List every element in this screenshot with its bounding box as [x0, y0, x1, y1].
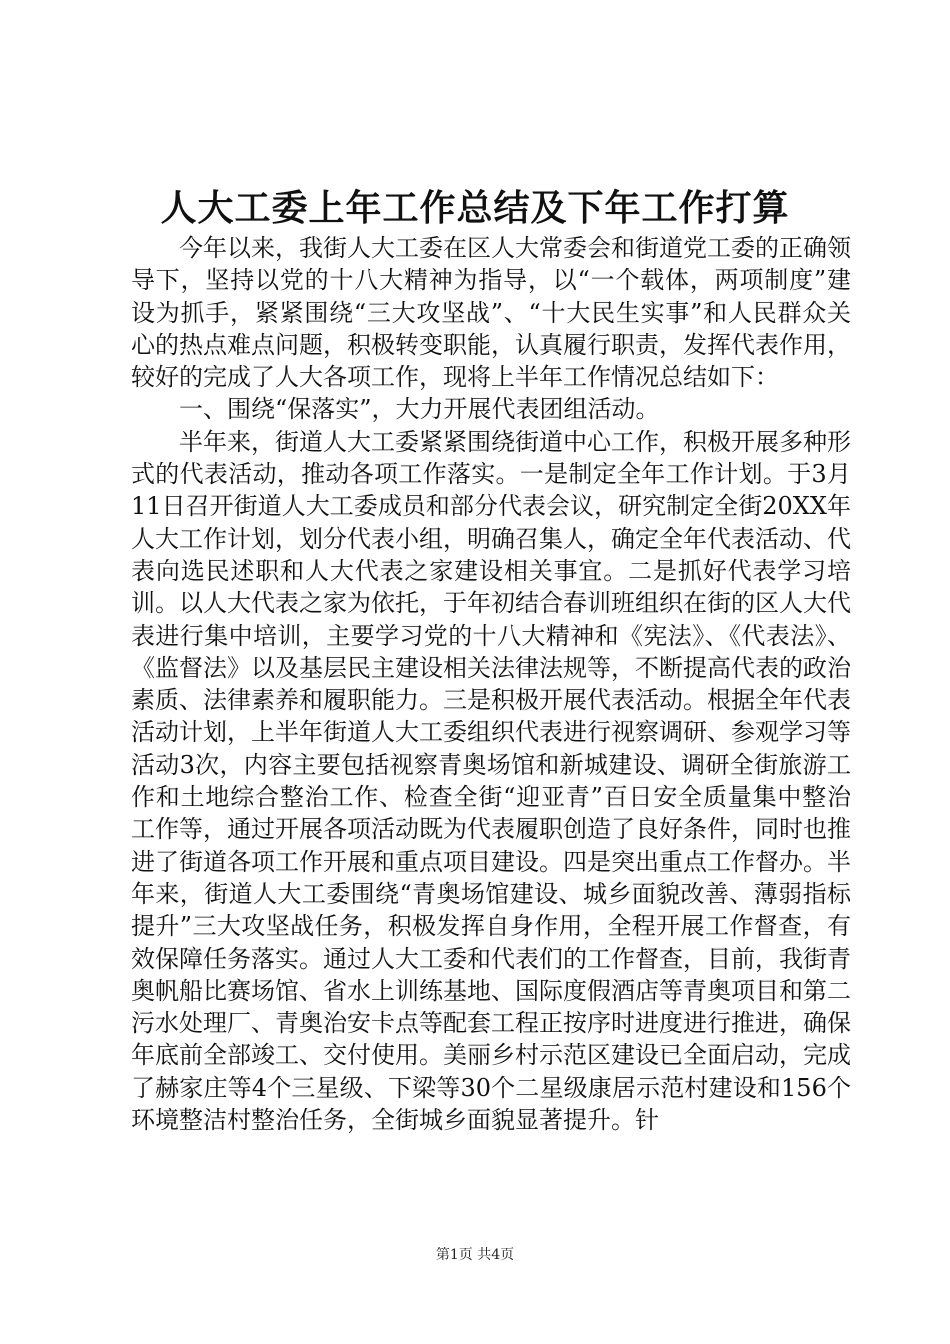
paragraph-intro: 今年以来，我街人大工委在区人大常委会和街道党工委的正确领导下，坚持以党的十八大精神为指导，以“一个载体，两项制度”建设为抓手，紧紧围绕“三大攻坚战”、“十大民生实事”和人民群众关心的热点难点问题，积极转变职能，认真履行职责，发挥代表作用，较好的完成了人大各项工作，现将上半年工作情况总结如下： [131, 234, 851, 392]
page-number-footer: 第1页 共4页 [435, 1247, 515, 1263]
document-body [131, 232, 851, 1136]
section-heading-1: 一、围绕“保落实”，大力开展代表团组活动。 [179, 395, 660, 424]
paragraph-section-1: 半年来，街道人大工委紧紧围绕街道中心工作，积极开展多种形式的代表活动，推动各项工作落实。一是制定全年工作计划。于3月11日召开街道人大工委成员和部分代表会议，研究制定全街20XX年人大工作计划，划分代表小组，明确召集人，确定全年代表活动、代表向选民述职和人大代表之家建设相关事宜。二是抓好代表学习培训。以人大代表之家为依托，于年初结合春训班组织在街的区人大代表进行集中培训，主要学习党的十八大精神和《宪法》、《代表法》、《监督法》以及基层民主建设相关法律法规等，不断提高代表的政治素质、法律素养和履职能力。三是积极开展代表活动。根据全年代表活动计划，上半年街道人大工委组织代表进行视察调研、参观学习等活动3次，内容主要包括视察青奥场馆和新城建设、调研全街旅游工作和土地综合整治工作、检查全街“迎亚青”百日安全质量集中整治工作等，通过开展各项活动既为代表履职创造了良好条件，同时也推进了街道各项工作开展和重点项目建设。四是突出重点工作督办。半年来，街道人大工委围绕“青奥场馆建设、城乡面貌改善、薄弱指标提升”三大攻坚战任务，积极发挥自身作用，全程开展工作督查，有效保障任务落实。通过人大工委和代表们的工作督查，目前，我街青奥帆船比赛场馆、省水上训练基地、国际度假酒店等青奥项目和第二污水处理厂、青奥治安卡点等配套工程正按序时进度进行推进，确保年底前全部竣工、交付使用。美丽乡村示范区建设已全面启动，完成了赫家庄等4个三星级、下梁等30个二星级康居示范村建设和156个环境整洁村整治任务，全街城乡面貌显著提升。针 [131, 427, 851, 1135]
document-title: 人大工委上年工作总结及下年工作打算 [160, 187, 790, 229]
